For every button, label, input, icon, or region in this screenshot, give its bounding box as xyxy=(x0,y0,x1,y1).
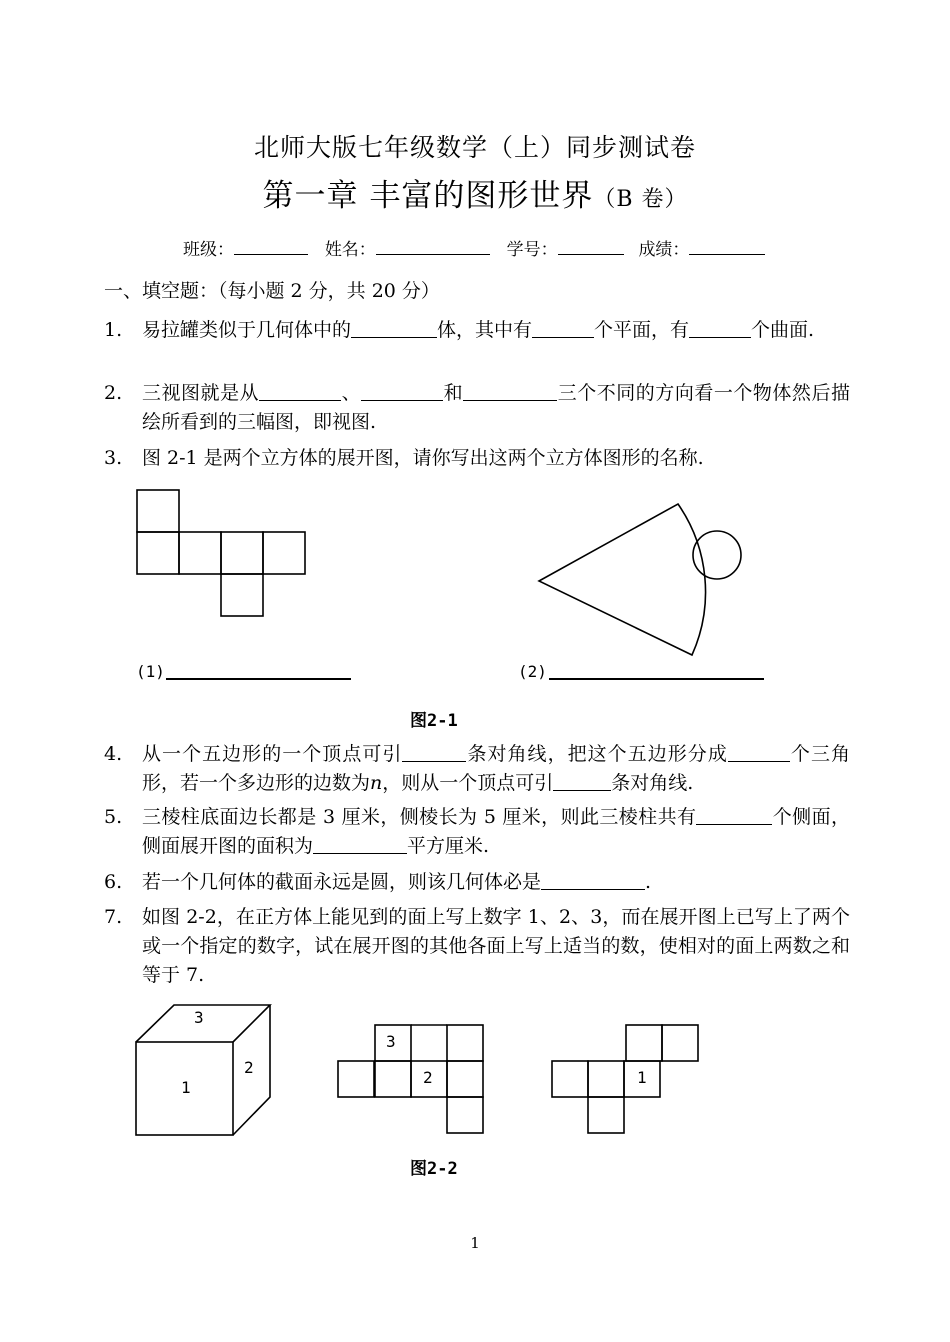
question-number: 1. xyxy=(104,319,123,341)
page-number: 1 xyxy=(470,1234,480,1252)
q5-text-b: 个侧面，侧面展开图的面积为 xyxy=(142,806,850,857)
net-1-drawing xyxy=(338,1025,483,1133)
question-number: 5. xyxy=(104,806,123,828)
q6-text-b: . xyxy=(645,871,652,893)
q4-blank-1[interactable] xyxy=(402,741,466,762)
net-square xyxy=(179,532,221,574)
id-field[interactable] xyxy=(558,238,624,255)
question-3 xyxy=(104,444,850,473)
net1-number-a: 3 xyxy=(386,1032,396,1051)
net-square xyxy=(447,1097,483,1133)
figure-caption-2: 图2-2 xyxy=(410,1159,458,1179)
net-square xyxy=(662,1025,698,1061)
net-square xyxy=(447,1025,483,1061)
q5-blank-2[interactable] xyxy=(313,833,407,854)
chapter-name: 第一章 丰富的图形世界 xyxy=(262,178,594,214)
student-info xyxy=(183,235,765,260)
net-square xyxy=(137,490,179,532)
net2-number-a: 1 xyxy=(637,1068,647,1087)
question-4 xyxy=(104,740,850,798)
question-number: 2. xyxy=(104,382,123,404)
cube-top-number: 3 xyxy=(194,1008,204,1027)
q2-text-c: 和 xyxy=(443,382,464,404)
q1-text-c: 个平面，有 xyxy=(594,319,690,341)
volume-label: （B 卷） xyxy=(593,187,688,212)
q1-text-b: 体，其中有 xyxy=(437,319,533,341)
q4-text-e: 条对角线. xyxy=(611,772,694,794)
q2-text-a: 三视图就是从 xyxy=(142,382,260,404)
question-7 xyxy=(104,903,850,990)
figure-2-2 xyxy=(0,995,950,1145)
q6-blank-1[interactable] xyxy=(541,869,645,890)
q6-text-a: 若一个几何体的截面永远是圆，则该几何体必是 xyxy=(142,871,542,893)
page-title: 北师大版七年级数学（上）同步测试卷 xyxy=(253,133,696,162)
cube-right-number: 2 xyxy=(244,1058,254,1077)
q1-text-d: 个曲面. xyxy=(751,319,815,341)
q5-text-a: 三棱柱底面边长都是 3 厘米，侧棱长为 5 厘米，则此三棱柱共有 xyxy=(142,806,697,828)
question-number: 3. xyxy=(104,447,123,469)
figure-caption: 图2-1 xyxy=(410,711,458,731)
q2-text-d: 三个不同的方向看一个物体然后描绘所看到的三幅图，即视图. xyxy=(142,382,850,433)
q2-blank-1[interactable] xyxy=(259,380,341,401)
chapter-title xyxy=(0,170,950,215)
net-square xyxy=(588,1061,624,1097)
net-2-drawing xyxy=(552,1025,698,1133)
net-square xyxy=(447,1061,483,1097)
net-square xyxy=(263,532,305,574)
q4-text-c: 个三角形，若一个多边形的边数为 xyxy=(142,743,850,794)
net-square xyxy=(375,1061,411,1097)
figure-label-1: (1) xyxy=(136,662,165,681)
class-field[interactable] xyxy=(234,238,308,255)
q4-blank-2[interactable] xyxy=(728,741,790,762)
figure-2-1 xyxy=(0,480,950,730)
q7-text: 如图 2-2，在正方体上能见到的面上写上数字 1、2、3，而在展开图上已写上了两个或一个指定的数字，试在展开图的其他各面上写上适当的数，使相对的面上两数之和等于 7. xyxy=(142,906,850,986)
score-label: 成绩： xyxy=(638,240,690,260)
cone-net-drawing xyxy=(539,504,741,655)
class-label: 班级： xyxy=(183,240,234,260)
net-square xyxy=(588,1097,624,1133)
net-square xyxy=(221,532,263,574)
id-label: 学号： xyxy=(506,240,558,260)
question-6 xyxy=(104,868,850,897)
q2-blank-2[interactable] xyxy=(361,380,443,401)
cone-base-circle xyxy=(693,531,741,579)
question-5 xyxy=(104,803,850,861)
q1-blank-1[interactable] xyxy=(351,317,437,338)
q2-blank-3[interactable] xyxy=(463,380,557,401)
net-square xyxy=(338,1061,374,1097)
question-1 xyxy=(104,316,850,345)
net-square xyxy=(552,1061,588,1097)
q5-blank-1[interactable] xyxy=(696,804,772,825)
question-2 xyxy=(104,379,850,437)
figure-label-2: (2) xyxy=(518,662,547,681)
q1-blank-3[interactable] xyxy=(689,317,751,338)
cone-sector xyxy=(539,504,706,655)
net-square xyxy=(626,1025,662,1061)
q4-text-d: ，则从一个顶点可引 xyxy=(382,772,554,794)
net-square xyxy=(137,532,179,574)
question-number: 7. xyxy=(104,906,123,928)
q5-text-c: 平方厘米. xyxy=(407,835,490,857)
net1-number-b: 2 xyxy=(423,1068,433,1087)
cube-front-number: 1 xyxy=(181,1078,191,1097)
q1-blank-2[interactable] xyxy=(532,317,594,338)
score-field[interactable] xyxy=(689,238,765,255)
question-number: 4. xyxy=(104,743,123,765)
name-field[interactable] xyxy=(376,238,490,255)
q4-blank-3[interactable] xyxy=(553,770,611,791)
q4-text-a: 从一个五边形的一个顶点可引 xyxy=(142,743,403,765)
variable-n: n xyxy=(370,772,383,794)
question-number: 6. xyxy=(104,871,123,893)
name-label: 姓名： xyxy=(324,240,376,260)
q3-text: 图 2-1 是两个立方体的展开图，请你写出这两个立方体图形的名称. xyxy=(142,447,704,469)
q1-text-a: 易拉罐类似于几何体中的 xyxy=(142,319,352,341)
q4-text-b: 条对角线，把这个五边形分成 xyxy=(466,743,728,765)
section-heading: 一、填空题：（每小题 2 分，共 20 分） xyxy=(104,280,440,302)
q2-text-b: 、 xyxy=(341,382,362,404)
cube-net-drawing xyxy=(137,490,305,616)
net-square xyxy=(221,574,263,616)
